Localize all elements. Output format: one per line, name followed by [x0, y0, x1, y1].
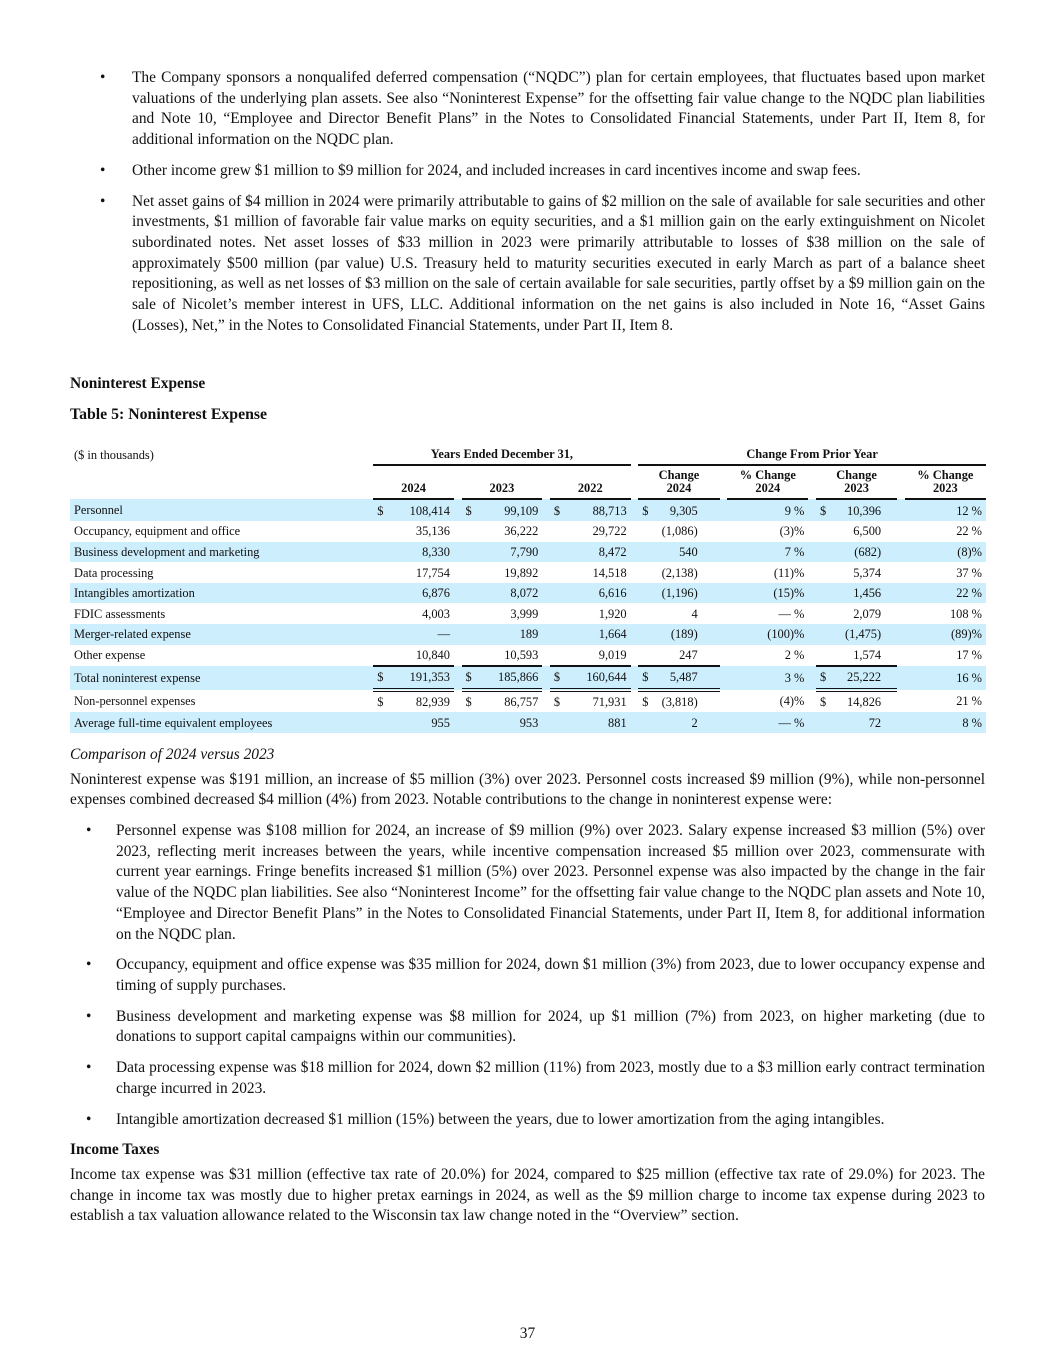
table-row: Merger-related expense — 189 1,664 (189) (100)% (1,475) (89)% — [70, 624, 986, 645]
bullet-icon: • — [100, 192, 106, 210]
bullet-icon: • — [86, 822, 92, 840]
section-heading: Noninterest Expense — [70, 375, 206, 393]
bullet-item: • Data processing expense was $18 million for 2024, down $2 million (11%) from 2023, mostly due to a $3 million early contract termination charge incurred in 2023. — [86, 1059, 985, 1097]
bullet-icon: • — [86, 1059, 92, 1077]
table-row: Personnel $ 108,414 $ 99,109 $ 88,713 $ 9,305 9 % $ 10,396 12 % — [70, 499, 986, 521]
table-row-total: Total noninterest expense $ 191,353 $ 185,866 $ 160,644 $ 5,487 3 % $ 25,222 16 % — [70, 666, 986, 690]
bullet-item: • Other income grew $1 million to $9 million for 2024, and included increases in card incentives income and swap fees. — [70, 161, 985, 182]
comparison-bullet-list — [70, 821, 985, 1130]
document-page — [70, 68, 985, 1227]
col-header-pct-change-2024: % Change 2024 — [727, 465, 808, 499]
bullet-icon: • — [86, 1110, 92, 1128]
bullet-item: • Personnel expense was $108 million for 2024, an increase of $9 million (9%) over 2023. Salary expense increased $3 million (5%) over 2023, reflecting merit increases between the years, while incentive compensation increased $5 million over 2023, commensurate with current year earnings. Fringe benefits increased $1 million (5%) over 2023. Personnel expense was also impacted by the change in the fair value of the NQDC plan liabilities. See also “Noninterest Income” for the offsetting fair value change to the NQDC plan assets and Note 10, “Employee and Director Benefit Plans” in the Notes to Consolidated Financial Statements, under Part II, Item 8, for additional information on the NQDC plan. — [86, 822, 985, 943]
income-taxes-heading: Income Taxes — [70, 1141, 160, 1159]
table-title: Table 5: Noninterest Expense — [70, 406, 268, 424]
table-column-header-row — [70, 465, 986, 499]
bullet-icon: • — [86, 956, 92, 974]
table-row: Business development and marketing 8,330 7,790 8,472 540 7 % (682) (8)% — [70, 542, 986, 563]
table-row: FDIC assessments 4,003 3,999 1,920 4 — % 2,079 108 % — [74, 606, 982, 621]
noninterest-expense-table — [70, 444, 986, 733]
col-header-2023: 2023 — [462, 465, 543, 499]
unit-label: ($ in thousands) — [74, 447, 154, 462]
table-row: Average full-time equivalent employees 955 953 881 2 — % 72 8 % — [70, 712, 986, 733]
bullet-item: • The Company sponsors a nonqualifed deferred compensation (“NQDC”) plan for certain employees, that fluctuates based upon market valuations of the underlying plan assets. See also “Noninterest Expense” for the offsetting fair value change to the NQDC plan liabilities and Note 10, “Employee and Director Benefit Plans” in the Notes to Consolidated Financial Statements, under Part II, Item 8, for additional information on the NQDC plan. — [100, 69, 985, 149]
years-group-header: Years Ended December 31, — [373, 444, 630, 466]
comparison-heading: Comparison of 2024 versus 2023 — [70, 745, 275, 763]
table-row: Occupancy, equipment and office 35,136 36,222 29,722 (1,086) (3)% 6,500 22 % — [74, 524, 982, 539]
bullet-icon: • — [100, 69, 106, 86]
bullet-icon: • — [100, 161, 106, 179]
table-group-header-row — [70, 444, 986, 466]
table-row: Intangibles amortization 6,876 8,072 6,616 (1,196) (15)% 1,456 22 % — [70, 583, 986, 604]
bullet-item: • Net asset gains of $4 million in 2024 were primarily attributable to gains of $2 million on the sale of available for sale securities and other investments, $1 million of favorable fair value marks on equity securities, and a $1 million gain on the early extinguishment on Nicolet subordinated notes. Net asset losses of $33 million in 2023 were primarily attributable to losses of $38 million on the sale of approximately $500 million (par value) U.S. Treasury held to maturity securities executed in early March as part of a balance sheet repositioning, as well as net losses of $3 million on the sale of certain available for sale securities, partly offset by a $9 million gain on the sale of Nicolet’s member interest in UFS, LLC. Additional information on the net gains is also included in Note 16, “Asset Gains (Losses), Net,” in the Notes to Consolidated Financial Statements, under Part II, Item 8. — [100, 192, 985, 334]
page-number: 37 — [519, 1325, 536, 1342]
bullet-item: • Occupancy, equipment and office expense was $35 million for 2024, down $1 million (3%) from 2023, due to lower occupancy expense and timing of supply purchases. — [86, 956, 985, 994]
col-header-pct-change-2023: % Change 2023 — [905, 465, 986, 499]
col-header-change-2024: Change 2024 — [638, 465, 719, 499]
col-header-2024: 2024 — [373, 465, 454, 499]
income-taxes-paragraph: Income tax expense was $31 million (effective tax rate of 20.0%) for 2024, compared to $25 million (effective tax rate of 29.0%) for 2023. The change in income tax was mostly due to higher pretax earnings in 2024, as well as the $9 million charge to income tax expense during 2023 to establish a tax valuation allowance related to the Wisconsin tax law change noted in the “Overview” section. — [70, 1165, 985, 1225]
bullet-item: • Intangible amortization decreased $1 million (15%) between the years, due to lower amortization from the aging intangibles. — [70, 1110, 985, 1131]
change-group-header: Change From Prior Year — [638, 444, 986, 466]
col-header-change-2023: Change 2023 — [816, 465, 897, 499]
bullet-icon: • — [86, 1007, 92, 1025]
comparison-paragraph: Noninterest expense was $191 million, an increase of $5 million (3%) over 2023. Personnel costs increased $9 million (9%), while non-personnel expenses combined decreased $4 million (4%) from 2023. Notable contributions to the change in noninterest expense were: — [70, 770, 985, 809]
bullet-item: • Business development and marketing expense was $8 million for 2024, up $1 million (7%) from 2023, on higher marketing (due to donations to support capital campaigns within our communities). — [86, 1007, 985, 1046]
col-header-2022: 2022 — [550, 465, 631, 499]
table-row: Data processing 17,754 19,892 14,518 (2,138) (11)% 5,374 37 % — [74, 565, 982, 580]
table-row: Other expense 10,840 10,593 9,019 247 2 % 1,574 17 % — [70, 645, 986, 667]
top-bullet-list — [70, 68, 985, 336]
table-row: Non-personnel expenses $ 82,939 $ 86,757 $ 71,931 $ (3,818) (4)% $ 14,826 21 % — [74, 694, 982, 710]
